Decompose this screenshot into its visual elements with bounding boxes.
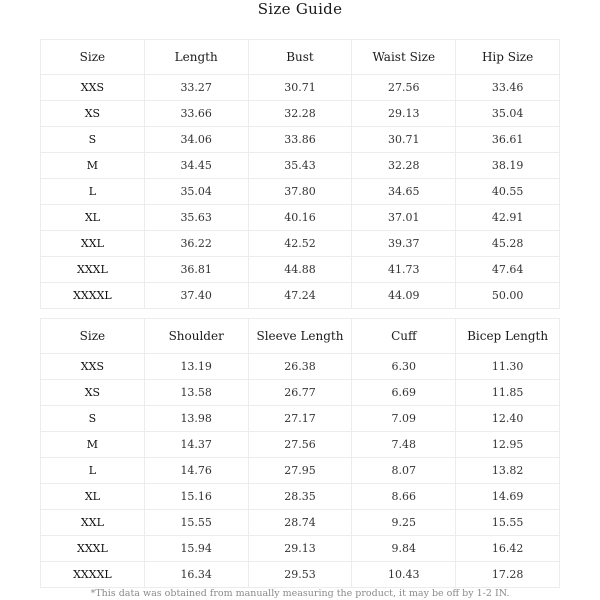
size-label-cell: XL (41, 205, 145, 231)
measurement-cell: 13.82 (456, 458, 560, 484)
table-row (41, 354, 560, 380)
measurement-cell: 11.30 (456, 354, 560, 380)
measurement-cell: 12.95 (456, 432, 560, 458)
measurement-cell: 15.55 (456, 510, 560, 536)
measurement-cell: 9.84 (352, 536, 456, 562)
size-label-cell: XS (41, 101, 145, 127)
column-header-sleeve-length: Sleeve Length (248, 319, 352, 354)
measurement-cell: 42.52 (248, 231, 352, 257)
size-label-cell: S (41, 127, 145, 153)
column-header-size: Size (41, 40, 145, 75)
measurement-cell: 33.46 (456, 75, 560, 101)
table-row (41, 101, 560, 127)
measurement-cell: 11.85 (456, 380, 560, 406)
measurement-cell: 9.25 (352, 510, 456, 536)
measurement-cell: 8.07 (352, 458, 456, 484)
table-row (41, 536, 560, 562)
size-label-cell: M (41, 153, 145, 179)
measurement-cell: 34.45 (144, 153, 248, 179)
column-header-waist-size: Waist Size (352, 40, 456, 75)
size-label-cell: XXL (41, 510, 145, 536)
measurement-cell: 14.76 (144, 458, 248, 484)
size-table-arm-measurements (40, 318, 560, 588)
size-label-cell: M (41, 432, 145, 458)
measurement-cell: 29.13 (248, 536, 352, 562)
table-row (41, 127, 560, 153)
measurement-cell: 44.09 (352, 283, 456, 309)
table-header-row (41, 40, 560, 75)
table-row (41, 153, 560, 179)
measurement-cell: 15.16 (144, 484, 248, 510)
measurement-cell: 6.69 (352, 380, 456, 406)
size-label-cell: XXXXL (41, 562, 145, 588)
size-label-cell: L (41, 458, 145, 484)
table-row (41, 484, 560, 510)
column-header-bust: Bust (248, 40, 352, 75)
column-header-length: Length (144, 40, 248, 75)
measurement-cell: 40.16 (248, 205, 352, 231)
size-label-cell: XXXL (41, 536, 145, 562)
table-row (41, 257, 560, 283)
measurement-cell: 32.28 (248, 101, 352, 127)
measurement-cell: 35.04 (456, 101, 560, 127)
measurement-cell: 13.19 (144, 354, 248, 380)
measurement-cell: 40.55 (456, 179, 560, 205)
measurement-cell: 47.64 (456, 257, 560, 283)
measurement-cell: 35.63 (144, 205, 248, 231)
measurement-cell: 50.00 (456, 283, 560, 309)
size-table-body-measurements (40, 39, 560, 309)
measurement-cell: 36.61 (456, 127, 560, 153)
measurement-cell: 15.94 (144, 536, 248, 562)
table-row (41, 380, 560, 406)
measurement-cell: 17.28 (456, 562, 560, 588)
measurement-cell: 10.43 (352, 562, 456, 588)
size-label-cell: XL (41, 484, 145, 510)
measurement-cell: 36.22 (144, 231, 248, 257)
measurement-cell: 30.71 (352, 127, 456, 153)
measurement-cell: 39.37 (352, 231, 456, 257)
measurement-cell: 37.01 (352, 205, 456, 231)
measurement-cell: 30.71 (248, 75, 352, 101)
table-row (41, 75, 560, 101)
measurement-cell: 13.58 (144, 380, 248, 406)
size-label-cell: XXL (41, 231, 145, 257)
table-row (41, 231, 560, 257)
measurement-cell: 34.65 (352, 179, 456, 205)
size-label-cell: S (41, 406, 145, 432)
table-row (41, 179, 560, 205)
size-label-cell: L (41, 179, 145, 205)
table-row (41, 432, 560, 458)
measurement-cell: 32.28 (352, 153, 456, 179)
size-label-cell: XXXXL (41, 283, 145, 309)
measurement-cell: 6.30 (352, 354, 456, 380)
table-row (41, 406, 560, 432)
measurement-cell: 29.53 (248, 562, 352, 588)
measurement-cell: 8.66 (352, 484, 456, 510)
measurement-cell: 38.19 (456, 153, 560, 179)
size-label-cell: XXXL (41, 257, 145, 283)
table-row (41, 562, 560, 588)
measurement-cell: 26.77 (248, 380, 352, 406)
measurement-cell: 16.34 (144, 562, 248, 588)
measurement-cell: 16.42 (456, 536, 560, 562)
column-header-hip-size: Hip Size (456, 40, 560, 75)
measurement-cell: 36.81 (144, 257, 248, 283)
measurement-cell: 33.86 (248, 127, 352, 153)
measurement-cell: 28.74 (248, 510, 352, 536)
measurement-cell: 14.37 (144, 432, 248, 458)
measurement-cell: 45.28 (456, 231, 560, 257)
measurement-cell: 35.04 (144, 179, 248, 205)
measurement-cell: 33.27 (144, 75, 248, 101)
table-row (41, 205, 560, 231)
measurement-cell: 35.43 (248, 153, 352, 179)
measurement-cell: 27.17 (248, 406, 352, 432)
measurement-cell: 26.38 (248, 354, 352, 380)
column-header-shoulder: Shoulder (144, 319, 248, 354)
measurement-cell: 44.88 (248, 257, 352, 283)
size-label-cell: XS (41, 380, 145, 406)
measurement-cell: 14.69 (456, 484, 560, 510)
column-header-cuff: Cuff (352, 319, 456, 354)
measurement-cell: 7.48 (352, 432, 456, 458)
table-body (41, 354, 560, 588)
measurement-cell: 33.66 (144, 101, 248, 127)
measurement-cell: 7.09 (352, 406, 456, 432)
column-header-size: Size (41, 319, 145, 354)
measurement-cell: 27.56 (352, 75, 456, 101)
measurement-cell: 42.91 (456, 205, 560, 231)
measurement-cell: 37.80 (248, 179, 352, 205)
measurement-cell: 27.56 (248, 432, 352, 458)
table-row (41, 458, 560, 484)
measurement-cell: 27.95 (248, 458, 352, 484)
table-header-row (41, 319, 560, 354)
table-row (41, 283, 560, 309)
measurement-cell: 29.13 (352, 101, 456, 127)
measurement-cell: 28.35 (248, 484, 352, 510)
size-label-cell: XXS (41, 75, 145, 101)
page-title: Size Guide (257, 0, 343, 18)
measurement-cell: 37.40 (144, 283, 248, 309)
measurement-cell: 12.40 (456, 406, 560, 432)
measurement-cell: 13.98 (144, 406, 248, 432)
measurement-cell: 41.73 (352, 257, 456, 283)
measurement-cell: 47.24 (248, 283, 352, 309)
table-row (41, 510, 560, 536)
measurement-cell: 34.06 (144, 127, 248, 153)
measurement-cell: 15.55 (144, 510, 248, 536)
measurement-disclaimer: *This data was obtained from manually measuring the product, it may be off by 1-2 IN. (90, 588, 510, 599)
table-body (41, 75, 560, 309)
size-label-cell: XXS (41, 354, 145, 380)
column-header-bicep-length: Bicep Length (456, 319, 560, 354)
